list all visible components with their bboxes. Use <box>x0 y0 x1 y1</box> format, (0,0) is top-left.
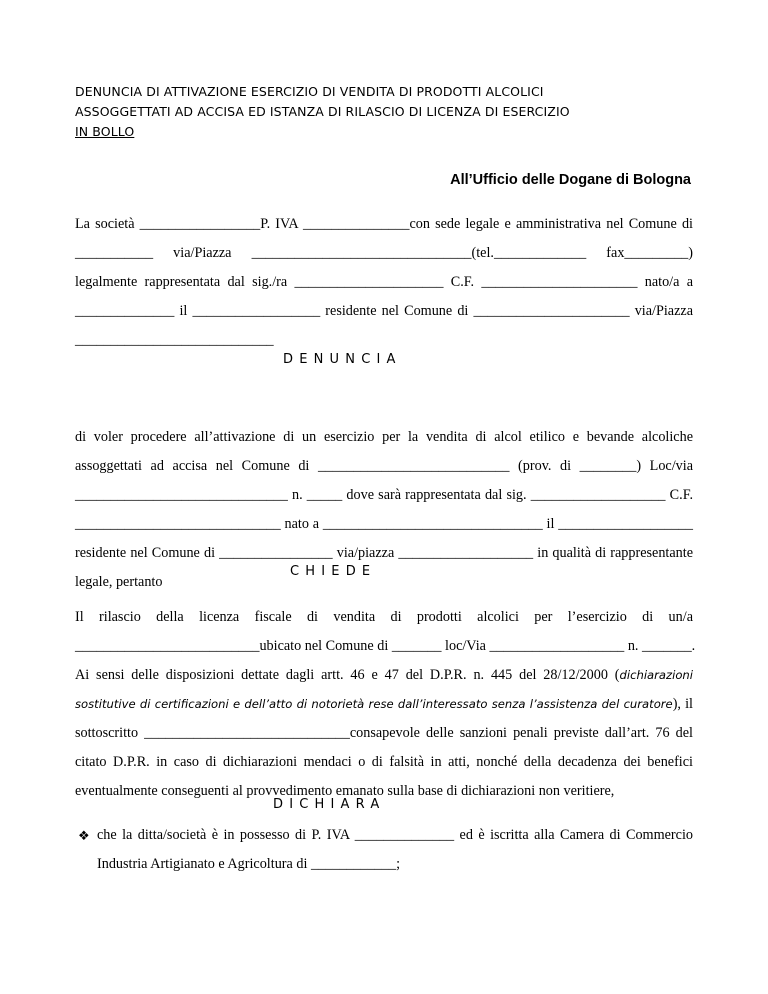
chiede-line-7: eventualmente conseguenti al provvedimento emanato sulla base di dichiarazioni non veritiere, <box>75 783 615 799</box>
chiede-line-4: sostitutive di certificazioni e dell’atto di notorietà rese dall’interessato senza l’assistenza del curatore), il <box>75 696 693 712</box>
chiede-paragraph <box>75 603 696 806</box>
dichiara-line-1: che la ditta/società è in possesso di P. IVA ______________ ed è iscritta alla Camera di Commercio <box>97 827 693 843</box>
intro-line-5: ____________________________ <box>75 332 274 348</box>
chiede-line-5: sottoscritto _____________________________consapevole delle sanzioni penali previste dall’art. 76 del <box>75 725 693 741</box>
chiede-line-6: citato D.P.R. in caso di dichiarazioni mendaci o di falsità in atti, nonché della decadenza dei benefici <box>75 754 693 770</box>
intro-line-1: La società _________________P. IVA _______________con sede legale e amministrativa nel Comune di <box>75 216 693 232</box>
denuncia-line-1: di voler procedere all’attivazione di un esercizio per la vendita di alcol etilico e bevande alcoliche <box>75 429 693 445</box>
diamond-bullet-icon: ❖ <box>78 829 90 844</box>
chiede-line-1: Il rilascio della licenza fiscale di vendita di prodotti alcolici per l’esercizio di un/a <box>75 609 693 625</box>
denuncia-line-5: residente nel Comune di ________________ via/piazza ___________________ in qualità di rappresentante <box>75 545 693 561</box>
heading-chiede: CHIEDE <box>290 564 377 579</box>
denuncia-paragraph <box>75 423 693 597</box>
denuncia-line-4: _____________________________ nato a _______________________________ il ___________________ <box>75 516 693 532</box>
dichiara-item <box>97 821 693 879</box>
chiede-line-2: __________________________ubicato nel Comune di _______ loc/Via ___________________ n. _______. <box>75 638 696 654</box>
title-line-1: DENUNCIA DI ATTIVAZIONE ESERCIZIO DI VENDITA DI PRODOTTI ALCOLICI <box>75 84 544 99</box>
heading-dichiara: DICHIARA <box>273 797 386 812</box>
denuncia-line-2: assoggettati ad accisa nel Comune di ___________________________ (prov. di ________) Loc/via <box>75 458 693 474</box>
intro-paragraph <box>75 210 693 355</box>
document-title <box>75 82 715 142</box>
intro-line-4: ______________ il __________________ residente nel Comune di ______________________ via/Piazza <box>75 303 693 319</box>
intro-line-3: legalmente rappresentata dal sig./ra _____________________ C.F. ______________________ nato/a a <box>75 274 693 290</box>
dichiara-line-2: Industria Artigianato e Agricoltura di ____________; <box>97 856 401 872</box>
denuncia-line-6: legale, pertanto <box>75 574 163 590</box>
title-line-2: ASSOGGETTATI AD ACCISA ED ISTANZA DI RILASCIO DI LICENZA DI ESERCIZIO <box>75 104 570 119</box>
chiede-line-3: Ai sensi delle disposizioni dettate dagli artt. 46 e 47 del D.P.R. n. 445 del 28/12/2000 (dichiarazioni <box>75 667 693 683</box>
denuncia-line-3: ______________________________ n. _____ dove sarà rappresentata dal sig. ___________________ C.F. <box>75 487 693 503</box>
title-line-3: IN BOLLO <box>75 124 135 139</box>
intro-line-2: ___________ via/Piazza _______________________________(tel._____________ fax_________) <box>75 245 693 261</box>
heading-denuncia: DENUNCIA <box>283 352 402 367</box>
office-addressee: All’Ufficio delle Dogane di Bologna <box>450 172 691 188</box>
italic-text: dichiarazioni <box>619 668 693 682</box>
italic-text: sostitutive di certificazioni e dell’atto di notorietà rese dall’interessato senza l’assistenza del curatore <box>75 697 673 711</box>
